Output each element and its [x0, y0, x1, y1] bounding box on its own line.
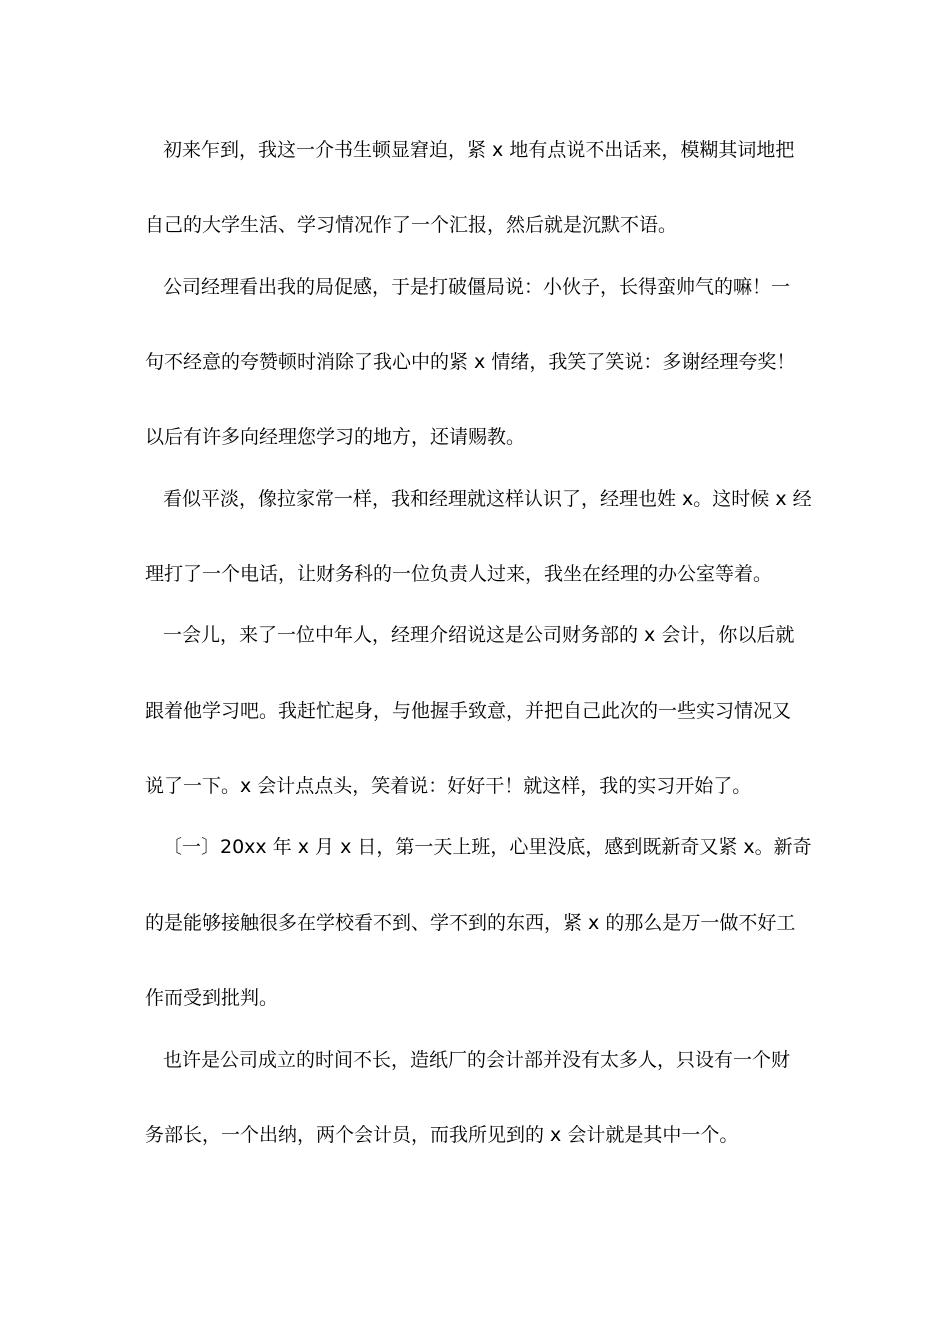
paragraph-5-line-2: 的是能够接触很多在学校看不到、学不到的东西，紧 x 的那么是万一做不好工: [145, 912, 796, 934]
paragraph-4-line-3: 说了一下。x 会计点点头，笑着说：好好干！就这样，我的实习开始了。: [145, 775, 752, 797]
paragraph-6-line-2: 务部长，一个出纳，两个会计员，而我所见到的 x 会计就是其中一个。: [145, 1124, 739, 1146]
paragraph-6-line-1: 也许是公司成立的时间不长，造纸厂的会计部并没有太多人，只设有一个财: [163, 1049, 791, 1071]
paragraph-3-line-1: 看似平淡，像拉家常一样，我和经理就这样认识了，经理也姓 x。这时候 x 经: [163, 488, 812, 510]
paragraph-2-line-1: 公司经理看出我的局促感，于是打破僵局说：小伙子，长得蛮帅气的嘛！一: [163, 276, 791, 298]
paragraph-3-line-2: 理打了一个电话，让财务科的一位负责人过来，我坐在经理的办公室等着。: [145, 563, 773, 585]
paragraph-5-line-3: 作而受到批判。: [145, 987, 279, 1009]
paragraph-2-line-3: 以后有许多向经理您学习的地方，还请赐教。: [145, 426, 526, 448]
paragraph-4-line-2: 跟着他学习吧。我赶忙起身，与他握手致意，并把自己此次的一些实习情况又: [145, 700, 792, 722]
paragraph-1-line-1: 初来乍到，我这一介书生顿显窘迫，紧 x 地有点说不出话来，模糊其词地把: [163, 139, 795, 161]
paragraph-2-line-2: 句不经意的夸赞顿时消除了我心中的紧 x 情绪，我笑了笑说：多谢经理夸奖！: [145, 351, 796, 373]
paragraph-5-line-1: 〔一〕20xx 年 x 月 x 日，第一天上班，心里没底，感到既新奇又紧 x。新奇: [163, 836, 812, 858]
paragraph-1-line-2: 自己的大学生活、学习情况作了一个汇报，然后就是沉默不语。: [145, 214, 678, 236]
paragraph-4-line-1: 一会儿，来了一位中年人，经理介绍说这是公司财务部的 x 会计，你以后就: [163, 624, 795, 646]
